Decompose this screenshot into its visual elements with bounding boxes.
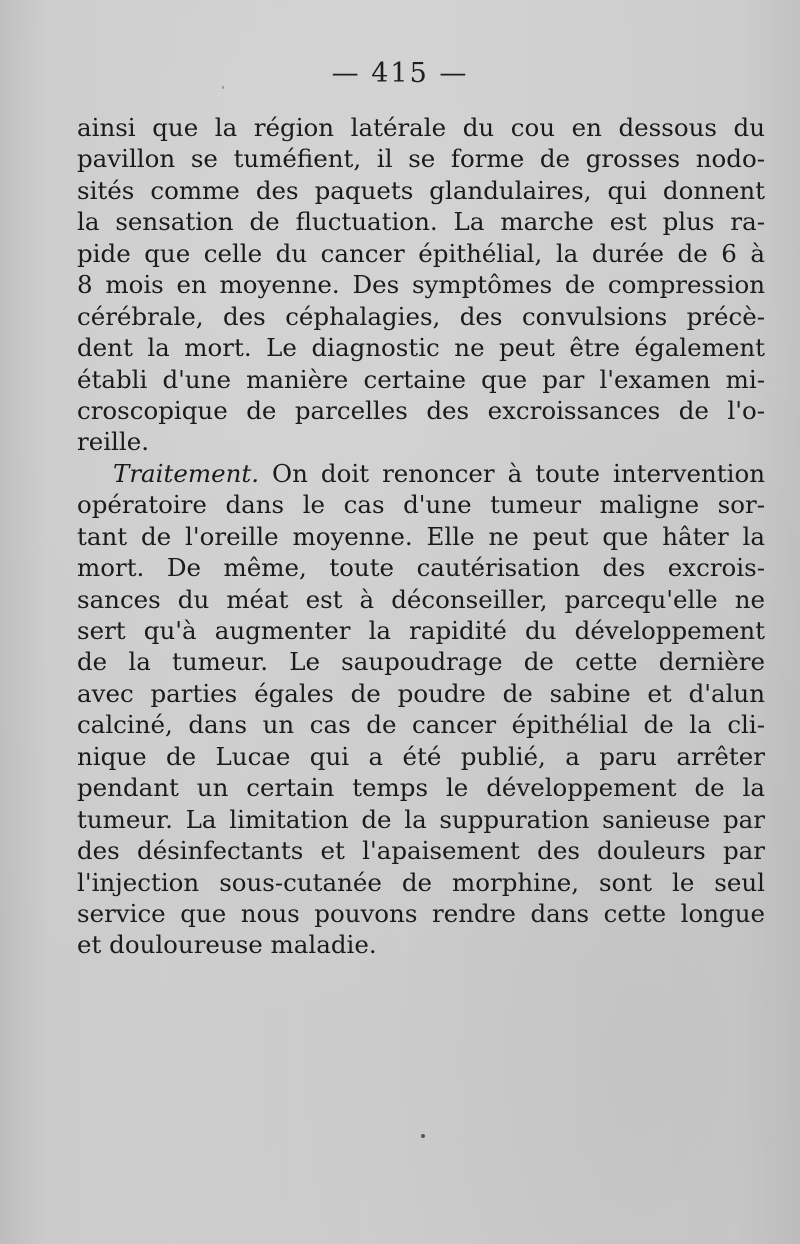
- text-line: nique de Lucae qui a été publié, a paru arrêter: [77, 741, 765, 771]
- text-line: pendant un certain temps le développement de la: [77, 773, 765, 803]
- text-line: tant de l'oreille moyenne. Elle ne peut que hâter la: [77, 521, 765, 551]
- text-line: avec parties égales de poudre de sabine et d'alun: [77, 678, 765, 708]
- text-line: pavillon se tuméfient, il se forme de grosses nodo-: [77, 144, 765, 174]
- text-line: et douloureuse maladie.: [77, 930, 377, 960]
- paper-speck: [222, 86, 224, 89]
- text-fragment: On doit renoncer à toute intervention: [258, 458, 765, 488]
- paper-speck: [421, 1134, 425, 1138]
- text-line: des désinfectants et l'apaisement des douleurs par: [77, 836, 765, 866]
- text-line: sités comme des paquets glandulaires, qui donnent: [77, 175, 765, 205]
- text-line: dent la mort. Le diagnostic ne peut être également: [77, 333, 765, 363]
- treatment-heading: Traitement.: [113, 458, 259, 488]
- text-line: reille.: [77, 427, 150, 457]
- body-text: [77, 112, 765, 961]
- page-number: — 415 —: [331, 58, 469, 89]
- text-line: service que nous pouvons rendre dans cette longue: [77, 898, 765, 928]
- text-line: l'injection sous-cutanée de morphine, sont le seul: [77, 867, 765, 897]
- text-line: de la tumeur. Le saupoudrage de cette dernière: [77, 647, 765, 677]
- text-line: la sensation de fluctuation. La marche est plus ra-: [77, 207, 765, 237]
- text-line: calciné, dans un cas de cancer épithélial de la cli-: [77, 710, 765, 740]
- text-line: pide que celle du cancer épithélial, la durée de 6 à: [77, 238, 765, 268]
- text-line: établi d'une manière certaine que par l'examen mi-: [77, 364, 765, 394]
- text-line: tumeur. La limitation de la suppuration sanieuse par: [77, 804, 765, 834]
- text-line: ainsi que la région latérale du cou en dessous du: [77, 113, 765, 142]
- text-line: sert qu'à augmenter la rapidité du développement: [77, 616, 765, 645]
- text-line: sances du méat est à déconseiller, parcequ'elle ne: [77, 584, 765, 614]
- treatment-first-line: [77, 458, 765, 489]
- text-line: 8 mois en moyenne. Des symptômes de compression: [77, 270, 765, 300]
- text-line: croscopique de parcelles des excroissances de l'o-: [77, 395, 765, 425]
- text-line: mort. De même, toute cautérisation des excrois-: [77, 553, 765, 583]
- text-line: cérébrale, des céphalagies, des convulsions précè-: [77, 301, 765, 331]
- text-line: opératoire dans le cas d'une tumeur maligne sor-: [77, 490, 765, 520]
